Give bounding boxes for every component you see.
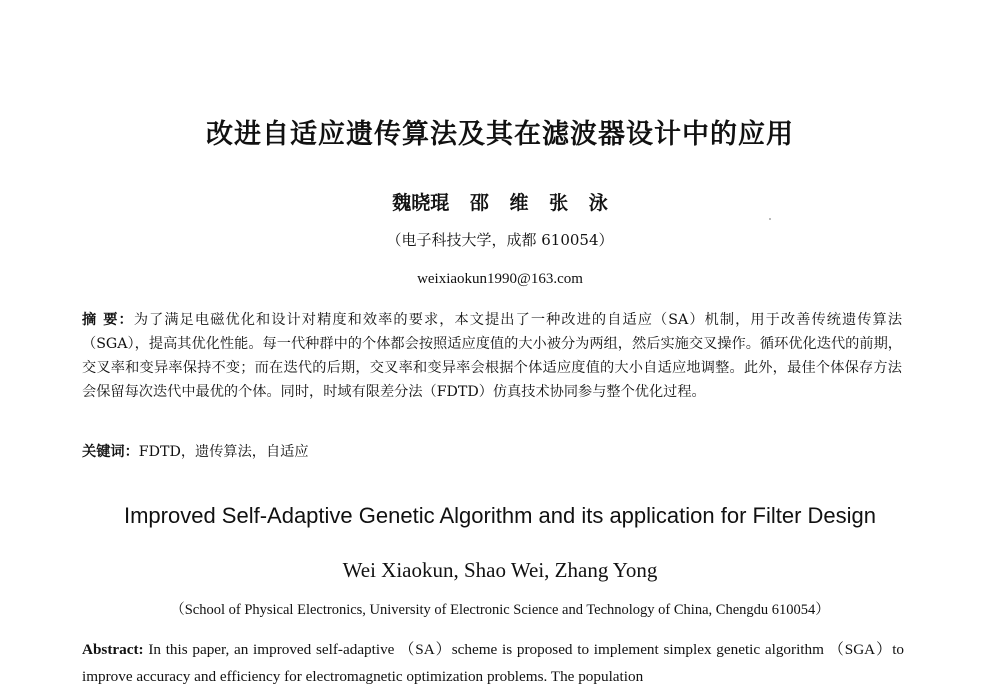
abstract-chinese-label: 摘 要： bbox=[82, 312, 134, 328]
scan-speck bbox=[769, 218, 771, 220]
author-email: weixiaokun1990@163.com bbox=[417, 271, 583, 287]
authors-chinese: 魏晓琨 邵 维 张 泳 bbox=[392, 192, 608, 214]
keywords-chinese-text: FDTD，遗传算法，自适应 bbox=[138, 444, 309, 460]
abstract-english-label: Abstract: bbox=[82, 641, 144, 658]
keywords-chinese bbox=[82, 441, 902, 461]
title-chinese: 改进自适应遗传算法及其在滤波器设计中的应用 bbox=[206, 119, 794, 150]
abstract-chinese-text: 为了满足电磁优化和设计对精度和效率的要求，本文提出了一种改进的自适应（SA）机制，用于改善传统遗传算法（SGA），提高其优化性能。每一代种群中的个体都会按照适应度值的大小被分为两组，然后实施交叉操作。循环优化迭代的前期，交叉率和变异率保持不变；而在迭代的后期，交叉率和变异率会根据个体适应度值的大小自适应地调整。此外，最佳个体保存方法会保留每次迭代中最优的个体。同时，时域有限差分法（FDTD）仿真技术协同参与整个优化过程。 bbox=[82, 312, 903, 400]
title-english: Improved Self-Adaptive Genetic Algorithm and its application for Filter Design bbox=[123, 503, 877, 528]
abstract-chinese bbox=[82, 308, 902, 404]
authors-english: Wei Xiaokun, Shao Wei, Zhang Yong bbox=[342, 558, 658, 582]
affiliation-english: （School of Physical Electronics, University of Electronic Science and Technology of China, Chengdu 610054） bbox=[170, 602, 830, 618]
abstract-english-text: In this paper, an improved self-adaptive （SA）scheme is proposed to implement simplex genetic algorithm （SGA）to improve accuracy and efficiency for electromagnetic optimization problems. The population bbox=[82, 641, 905, 685]
affiliation-chinese: （电子科技大学，成都 610054） bbox=[386, 231, 614, 249]
keywords-chinese-label: 关键词： bbox=[82, 444, 139, 460]
abstract-english bbox=[82, 636, 904, 690]
